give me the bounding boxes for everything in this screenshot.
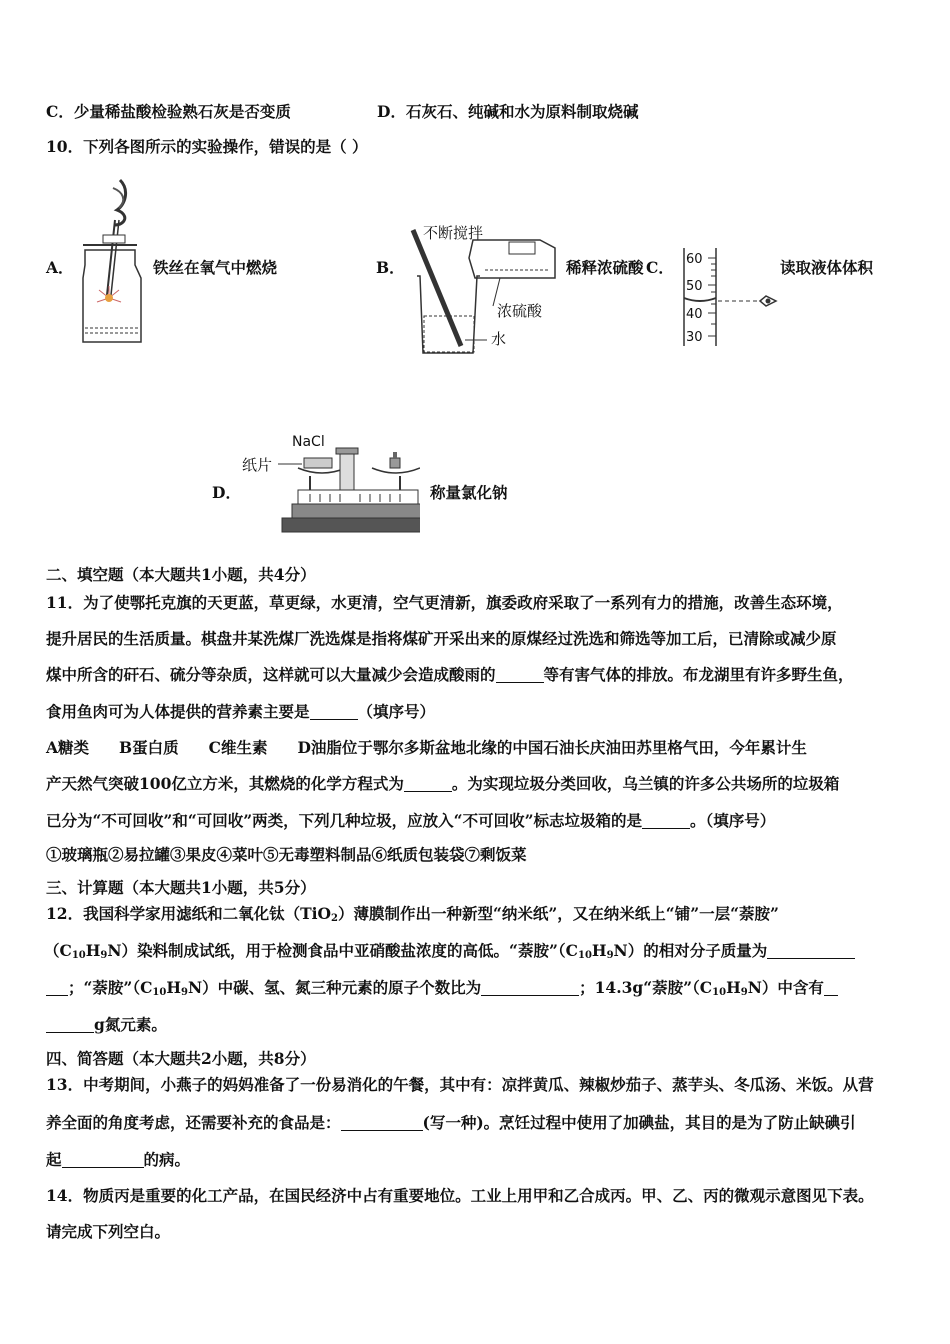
tick-50: 50 — [686, 279, 703, 294]
q10-stem: 10．下列各图所示的实验操作，错误的是（ ） — [46, 137, 368, 156]
q10-option-d-letter: D． — [212, 483, 241, 502]
q11-line-6-a: 产天然气突破100亿立方米，其燃烧的化学方程式为 — [46, 774, 404, 793]
q14-line-1: 14．物质丙是重要的化工产品，在国民经济中占有重要地位。工业上用甲和乙合成丙。甲、乙、丙的微观示意图见下表。 — [46, 1186, 874, 1205]
dilute-sulfuric-acid-figure — [405, 218, 565, 358]
q10-option-b-letter: B． — [376, 258, 405, 277]
q13-text: 的病。 — [143, 1150, 191, 1169]
subscript: 9 — [606, 950, 614, 961]
q11-line-6 — [46, 774, 839, 794]
subscript: 10 — [712, 987, 727, 998]
q11-line-6-b: 。为实现垃圾分类回收，乌兰镇的许多公共场所的垃圾箱 — [451, 774, 840, 793]
answer-blank[interactable] — [481, 979, 579, 996]
section-3-heading: 三、计算题（本大题共1小题，共5分） — [46, 878, 316, 897]
q13-text: 养全面的角度考虑，还需要补充的食品是： — [46, 1113, 341, 1132]
option-b: B蛋白质 — [119, 738, 179, 757]
q11-line-5 — [46, 738, 807, 758]
subscript: 9 — [100, 950, 108, 961]
q11-line-3-a: 煤中所含的矸石、硫分等杂质，这样就可以大量减少会造成酸雨的 — [46, 665, 496, 684]
option-a: A糖类 — [46, 738, 90, 757]
answer-blank[interactable] — [62, 1151, 144, 1168]
q12-line-3 — [46, 978, 838, 1003]
q12-line-4 — [46, 1015, 167, 1035]
label-acid: 浓硫酸 — [497, 302, 543, 320]
q12-text: ）薄膜制作出一种新型“纳米纸”，又在纳米纸上“铺”一层“萘胺” — [337, 904, 779, 923]
q11-line-7-b: 。（填序号） — [690, 811, 776, 830]
q10-option-a-caption: 铁丝在氧气中燃烧 — [153, 258, 278, 277]
q12-text: N）染料制成试纸，用于检测食品中亚硝酸盐浓度的高低。“萘胺”（C — [107, 941, 578, 960]
q12-text: H — [166, 978, 181, 997]
subscript: 10 — [71, 950, 86, 961]
subscript: 10 — [577, 950, 592, 961]
q12-text: H — [85, 941, 101, 960]
subscript: 9 — [740, 987, 748, 998]
q11-line-7 — [46, 811, 775, 831]
q10-option-a-letter: A． — [46, 258, 74, 277]
q12-text: 12．我国科学家用滤纸和二氧化钛（TiO — [46, 904, 331, 923]
label-nacl: NaCl — [292, 434, 325, 450]
q13-text: 起 — [46, 1150, 62, 1169]
q11-line-4-a: 食用鱼肉可为人体提供的营养素主要是 — [46, 702, 310, 721]
answer-blank[interactable] — [46, 1016, 94, 1033]
label-stir: 不断搅拌 — [423, 224, 484, 242]
q11-line-3 — [46, 665, 854, 685]
q12-text: N）中含有 — [747, 978, 824, 997]
subscript: 9 — [181, 987, 188, 998]
q13-line-3 — [46, 1150, 190, 1170]
answer-blank[interactable] — [767, 942, 855, 959]
tick-60: 60 — [686, 252, 703, 267]
q12-text: g氮元素。 — [94, 1015, 167, 1034]
q10-option-d-caption: 称量氯化钠 — [430, 483, 508, 502]
answer-blank[interactable] — [496, 666, 544, 683]
label-paper: 纸片 — [242, 456, 273, 474]
q12-text: N）的相对分子质量为 — [613, 941, 768, 960]
answer-blank[interactable] — [46, 979, 68, 996]
q11-line-3-b: 等有害气体的排放。布龙湖里有许多野生鱼， — [543, 665, 854, 684]
q12-text: H — [726, 978, 741, 997]
answer-blank[interactable] — [341, 1114, 423, 1131]
tick-30: 30 — [686, 330, 703, 345]
q9-option-d: D．石灰石、纯碱和水为原料制取烧碱 — [377, 102, 639, 121]
subscript: 2 — [331, 913, 338, 924]
q12-text: ；“萘胺”（C — [68, 978, 153, 997]
q14-line-2: 请完成下列空白。 — [46, 1222, 171, 1241]
q12-text: （C — [44, 941, 72, 960]
weighing-nacl-figure — [240, 428, 420, 546]
tick-40: 40 — [686, 307, 703, 322]
label-water: 水 — [491, 330, 507, 348]
q12-line-2 — [44, 941, 855, 966]
q12-text: ；14.3g“萘胺”（C — [579, 978, 713, 997]
q11-line-4 — [46, 702, 435, 722]
answer-blank[interactable] — [310, 703, 358, 720]
q12-text: N）中碳、氢、氮三种元素的原子个数比为 — [187, 978, 482, 997]
q11-line-1: 11．为了使鄂托克旗的天更蓝，草更绿，水更清，空气更清新，旗委政府采取了一系列有力的措施，改善生态环境， — [46, 593, 843, 612]
graduated-cylinder-figure — [676, 246, 786, 350]
q12-line-1 — [46, 904, 779, 929]
q9-option-c: C．少量稀盐酸检验熟石灰是否变质 — [46, 102, 291, 121]
q11-line-2: 提升居民的生活质量。棋盘井某洗煤厂洗选煤是指将煤矿开采出来的原煤经过洗选和筛选等加工后，已清除或减少原 — [46, 629, 837, 648]
section-2-heading: 二、填空题（本大题共1小题，共4分） — [46, 565, 316, 584]
q12-text: H — [591, 941, 607, 960]
q11-line-4-b: （填序号） — [357, 702, 436, 721]
q10-option-c-caption: 读取液体体积 — [780, 258, 874, 277]
section-4-heading: 四、简答题（本大题共2小题，共8分） — [46, 1049, 316, 1068]
subscript: 10 — [152, 987, 167, 998]
iron-wire-combustion-figure — [75, 170, 145, 350]
q13-text: (写一种)。烹饪过程中使用了加碘盐，其目的是为了防止缺碘引 — [422, 1113, 856, 1132]
answer-blank[interactable] — [404, 775, 452, 792]
option-d-rest: D油脂位于鄂尔多斯盆地北缘的中国石油长庆油田苏里格气田，今年累计生 — [297, 738, 807, 757]
answer-blank[interactable] — [824, 979, 838, 996]
q13-line-1: 13．中考期间，小燕子的妈妈准备了一份易消化的午餐，其中有：凉拌黄瓜、辣椒炒茄子、蒸芋头、冬瓜汤、米饭。从营 — [46, 1075, 874, 1094]
q10-option-b-caption: 稀释浓硫酸 — [566, 258, 644, 277]
q10-option-c-letter: C． — [646, 258, 674, 277]
answer-blank[interactable] — [642, 812, 690, 829]
q11-line-7-a: 已分为“不可回收”和“可回收”两类，下列几种垃圾，应放入“不可回收”标志垃圾箱的是 — [46, 811, 642, 830]
option-c: C维生素 — [208, 738, 268, 757]
q13-line-2 — [46, 1113, 856, 1133]
q11-line-8: ①玻璃瓶②易拉罐③果皮④菜叶⑤无毒塑料制品⑥纸质包装袋⑦剩饭菜 — [46, 845, 527, 864]
